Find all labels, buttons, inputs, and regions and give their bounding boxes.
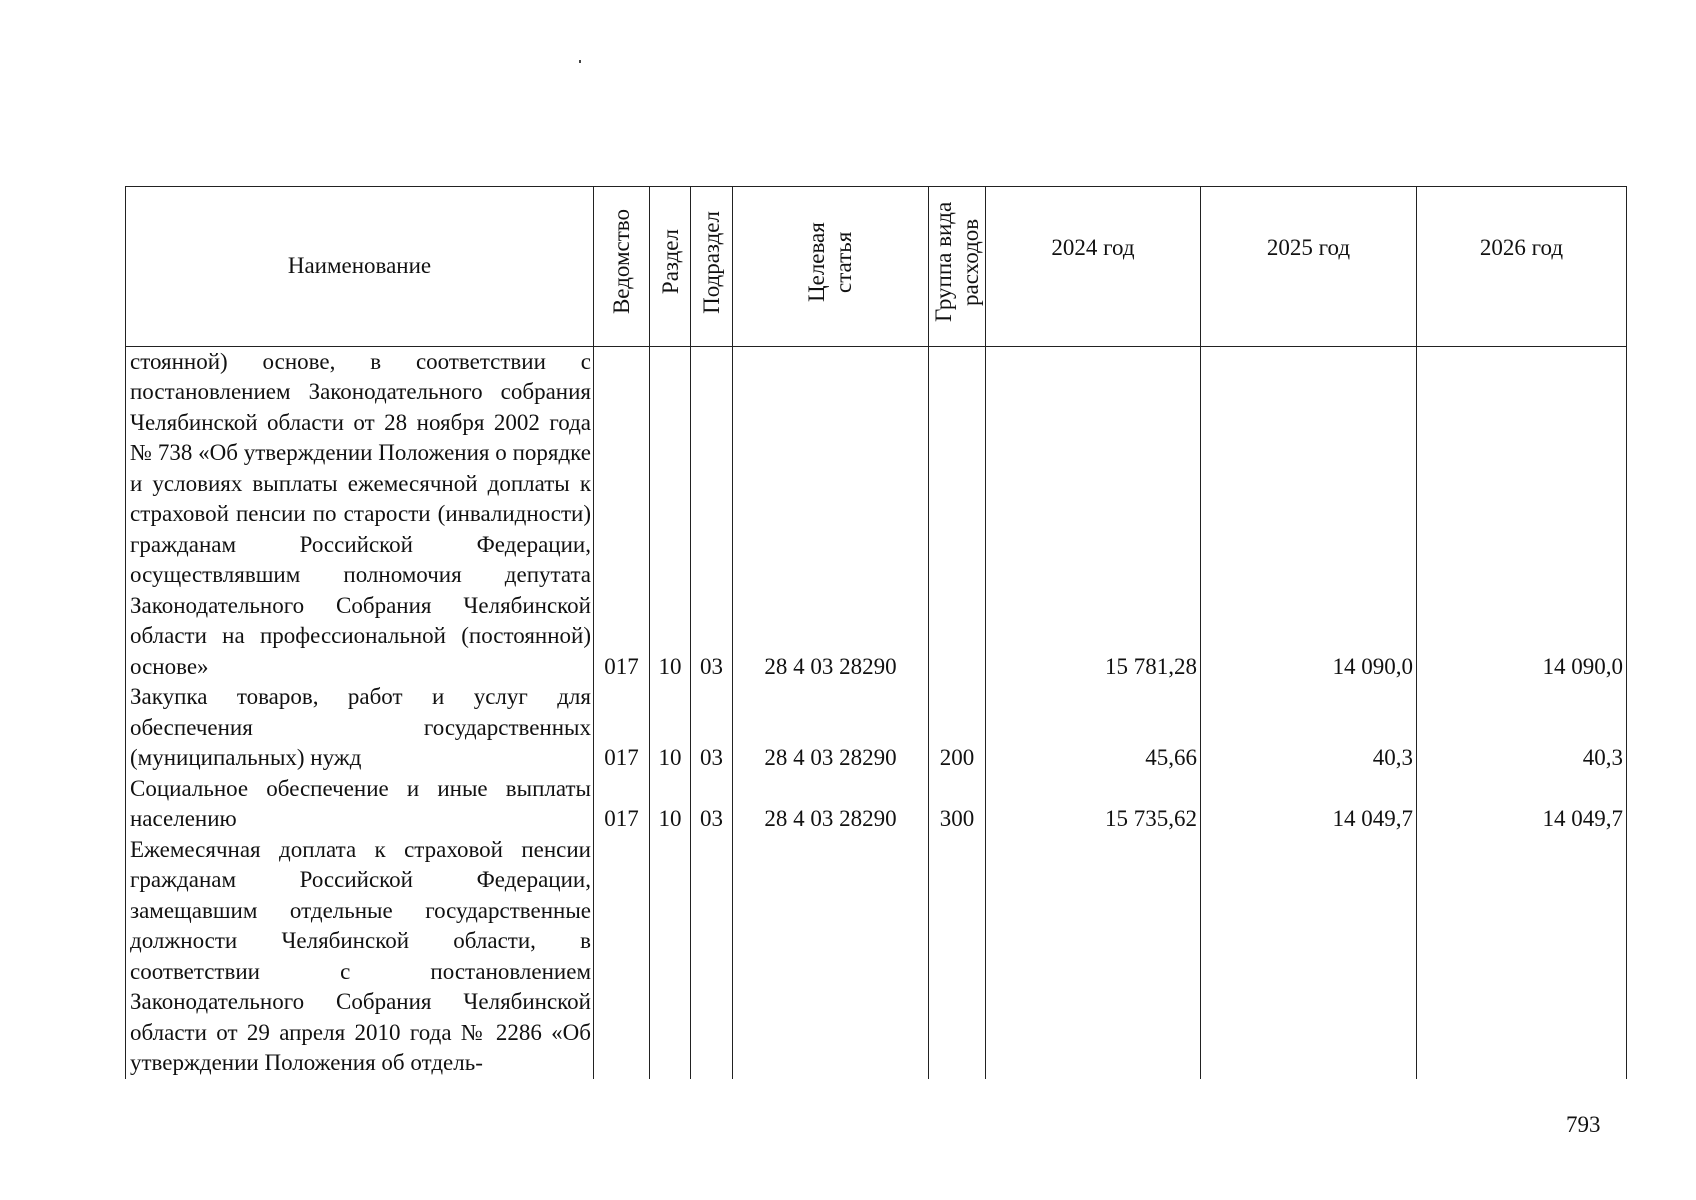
header-podrazdel: Подраздел [691, 187, 733, 347]
row-name: Закупка товаров, работ и услуг для обеспечения государственных (муниципальных) нужд [126, 682, 594, 774]
header-celevaya-statya: Целевая статья [733, 187, 929, 347]
row-name: Ежемесячная доплата к страховой пенсии гражданам Российской Федерации, замещавшим отдельные государственные должности Челябинской области, в соответствии с постановлением Законодательного Собрания Челябинской области от 29 апреля 2010 года № 2286 «Об утверждении Положения об отдель- [126, 835, 594, 1079]
row-gruppa: 300 [929, 774, 986, 835]
header-2024: 2024 год [986, 187, 1201, 347]
row-2025 [1201, 835, 1417, 1079]
row-podrazdel [691, 835, 733, 1079]
row-2026: 40,3 [1417, 682, 1627, 774]
table-body [126, 346, 1627, 1079]
row-2024: 15 781,28 [986, 346, 1201, 682]
row-2026 [1417, 835, 1627, 1079]
header-row [126, 187, 1627, 347]
row-celevaya-statya: 28 4 03 28290 [733, 682, 929, 774]
scan-speck [579, 60, 581, 63]
row-vedomstvo: 017 [594, 682, 650, 774]
row-podrazdel: 03 [691, 346, 733, 682]
header-2025: 2025 год [1201, 187, 1417, 347]
header-gruppa-vida-rashodov: Группа вида расходов [929, 187, 986, 347]
row-2024: 45,66 [986, 682, 1201, 774]
row-2025: 40,3 [1201, 682, 1417, 774]
header-razdel: Раздел [650, 187, 691, 347]
table-row [126, 682, 1627, 774]
row-celevaya-statya: 28 4 03 28290 [733, 346, 929, 682]
row-2026: 14 090,0 [1417, 346, 1627, 682]
row-2024: 15 735,62 [986, 774, 1201, 835]
row-razdel: 10 [650, 774, 691, 835]
table-row [126, 774, 1627, 835]
row-2024 [986, 835, 1201, 1079]
row-name: Социальное обеспечение и иные выплаты населению [126, 774, 594, 835]
row-celevaya-statya [733, 835, 929, 1079]
row-razdel [650, 835, 691, 1079]
row-2025: 14 090,0 [1201, 346, 1417, 682]
row-name: стоянной) основе, в соответствии с постановлением Законодательного собрания Челябинской области от 28 ноября 2002 года № 738 «Об утверждении Положения о порядке и условиях выплаты ежемесячной доплаты к страховой пенсии по старости (инвалидности) гражданам Российской Федерации, осуществлявшим полномочия депутата Законодательного Собрания Челябинской области на профессиональной (постоянной) основе» [126, 346, 594, 682]
row-gruppa [929, 835, 986, 1079]
table-row [126, 346, 1627, 682]
row-razdel: 10 [650, 346, 691, 682]
header-2026: 2026 год [1417, 187, 1627, 347]
row-gruppa [929, 346, 986, 682]
row-vedomstvo: 017 [594, 774, 650, 835]
table-header [126, 187, 1627, 347]
row-podrazdel: 03 [691, 682, 733, 774]
row-gruppa: 200 [929, 682, 986, 774]
row-2026: 14 049,7 [1417, 774, 1627, 835]
page-number: 793 [1566, 1112, 1601, 1137]
table-row [126, 835, 1627, 1079]
header-name: Наименование [126, 187, 594, 347]
row-celevaya-statya: 28 4 03 28290 [733, 774, 929, 835]
row-razdel: 10 [650, 682, 691, 774]
budget-table [125, 186, 1627, 1079]
row-2025: 14 049,7 [1201, 774, 1417, 835]
row-podrazdel: 03 [691, 774, 733, 835]
row-vedomstvo [594, 835, 650, 1079]
row-vedomstvo: 017 [594, 346, 650, 682]
header-vedomstvo: Ведомство [594, 187, 650, 347]
